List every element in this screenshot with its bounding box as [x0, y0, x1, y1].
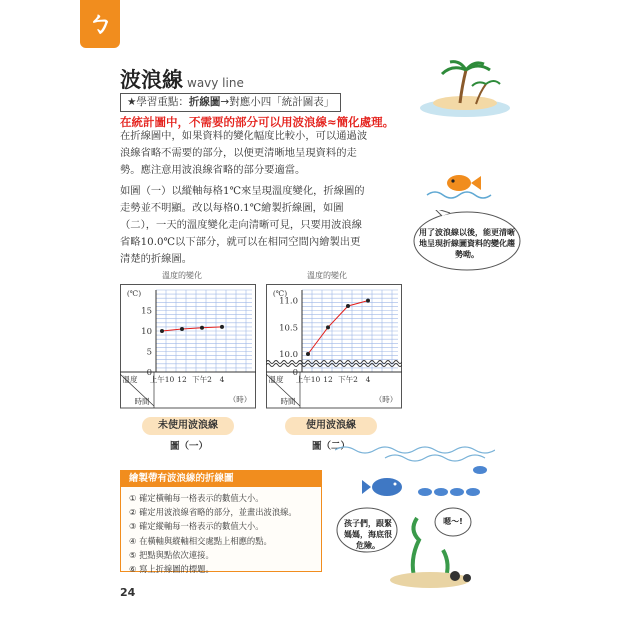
chart1-caption: 圖（一）	[170, 441, 209, 452]
step-item: ① 確定橫軸每一格表示的數值大小。	[129, 493, 264, 503]
chart-y-tick-label: 10.5	[279, 323, 298, 334]
title-main: 波浪線	[120, 68, 183, 92]
chart1-title: 溫度的變化	[162, 271, 202, 280]
chart-y-tick-label: 11.0	[279, 296, 298, 307]
step-item: ⑤ 把點與點依次連接。	[129, 549, 214, 560]
chart-x-tick-label: 下午2	[338, 375, 358, 384]
keypoint-rest: →對應小四「統計圖表」	[220, 96, 335, 108]
chart-y-tick-label: 5	[146, 347, 152, 358]
steps-heading: 繪製帶有波浪線的折線圖	[121, 471, 321, 487]
chart-x-tick-label: 上午10	[149, 375, 175, 384]
steps-list	[121, 487, 321, 576]
step-item: ④ 在橫軸與縱軸相交處點上相應的點。	[129, 535, 272, 546]
title-sub: wavy line	[187, 76, 244, 90]
chart-point	[160, 329, 164, 333]
chart-frame	[121, 285, 256, 409]
step-item: ③ 確定縱軸每一格表示的數值大小。	[129, 521, 264, 532]
chart-corner-bottom-label: 時間	[280, 397, 296, 406]
step-item: ⑥ 寫上折線圖的標題。	[129, 564, 214, 575]
chart-point	[180, 327, 184, 331]
chart-x-tick-label: 12	[177, 375, 187, 384]
chart1-svg	[120, 284, 256, 412]
fish-bubble-left-text: 孩子們，跟緊媽媽，海底很危險。	[344, 519, 392, 550]
chart-x-tick-label: 12	[323, 375, 333, 384]
chart-x-unit: （時）	[228, 395, 252, 404]
chart-point	[220, 325, 224, 329]
learning-keypoint-box	[120, 93, 341, 112]
chart-y-tick-label: 10	[141, 327, 152, 337]
chart-y-tick-label: 10.0	[279, 350, 298, 360]
chart2-svg	[266, 284, 402, 412]
highlight-sentence: 在統計圖中，不需要的部分可以用波浪線≈簡化處理。	[120, 115, 395, 129]
paragraph-1: 在折線圖中，如果資料的變化幅度比較小，可以通過波浪線省略不需要的部分，以便更清晰地呈現資料的走勢。應注意用波浪線省略的部分要適當。	[120, 130, 368, 176]
chart-corner-top-label: 溫度	[268, 375, 284, 384]
chart2-title: 溫度的變化	[307, 271, 347, 280]
chart-y-tick-label: 0	[146, 368, 152, 378]
chart-point	[326, 325, 330, 329]
chart-point	[346, 304, 350, 308]
chart-point	[200, 326, 204, 330]
keypoint-bold: 折線圖	[188, 96, 221, 108]
island-illustration	[410, 58, 520, 118]
chart-point	[306, 352, 310, 356]
paragraph-2: 如圖（一）以縱軸每格1℃來呈現溫度變化，折線圖的走勢並不明顯。改以每格0.1℃繪製折線圖，如圖（二），一天的溫度變化走向清晰可見，只要用波浪線省略10.0℃以下部分，就可以在相同空間內繪製出更清楚的折線圖。	[120, 185, 365, 265]
chart-y-tick-label: 15	[141, 306, 152, 317]
fish-illustration	[425, 165, 495, 200]
chart-ylabel: (℃)	[126, 289, 142, 298]
step-item: ② 確定用波浪線省略的部分，並畫出波浪線。	[129, 507, 297, 518]
steps-box	[120, 470, 322, 575]
chart1-label: 未使用波浪線	[142, 417, 234, 435]
speech-bubble-text: 用了波浪線以後，能更清晰地呈現折線圖資料的變化趨勢呦。	[419, 228, 515, 259]
chart2-caption: 圖（二）	[312, 441, 351, 452]
page-title	[120, 64, 244, 94]
section-glyph: ㄅ	[86, 9, 113, 39]
chart-corner-bottom-label: 時間	[134, 397, 150, 406]
chart-x-tick-label: 4	[365, 375, 371, 384]
chart-ylabel: (℃)	[272, 289, 288, 298]
sea-illustration	[335, 440, 495, 590]
chart-point	[366, 299, 370, 303]
chart-x-tick-label: 4	[219, 375, 225, 384]
section-tab	[80, 0, 120, 48]
keypoint-prefix: ★學習重點：	[127, 96, 189, 108]
chart-y-tick-label: 0	[292, 368, 298, 378]
chart2-label: 使用波浪線	[285, 417, 377, 435]
chart-x-tick-label: 上午10	[295, 375, 321, 384]
fish-bubble-right-text: 嗯～!	[443, 517, 463, 526]
chart-x-tick-label: 下午2	[192, 375, 212, 384]
chart-x-unit: （時）	[374, 395, 398, 404]
chart-corner-top-label: 溫度	[122, 375, 138, 384]
page-number: 24	[120, 586, 136, 599]
